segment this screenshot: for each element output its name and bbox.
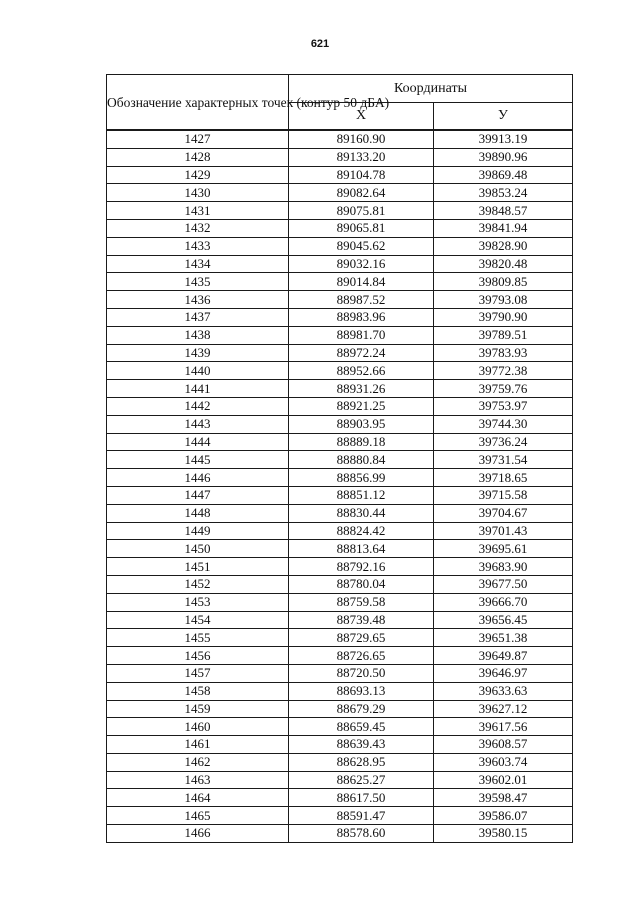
y-value-cell: 39649.87	[434, 647, 573, 665]
x-value-cell: 88617.50	[289, 789, 434, 807]
x-value-cell: 88726.65	[289, 647, 434, 665]
point-id-cell: 1457	[107, 664, 289, 682]
table-row	[107, 148, 573, 166]
y-value-cell: 39789.51	[434, 326, 573, 344]
table-row	[107, 415, 573, 433]
y-value-cell: 39793.08	[434, 291, 573, 309]
table-row	[107, 807, 573, 825]
x-value-cell: 89082.64	[289, 184, 434, 202]
x-value-cell: 88628.95	[289, 753, 434, 771]
point-id-cell: 1454	[107, 611, 289, 629]
y-value-cell: 39677.50	[434, 575, 573, 593]
x-value-cell: 88921.25	[289, 397, 434, 415]
point-id-cell: 1465	[107, 807, 289, 825]
table-row	[107, 522, 573, 540]
x-value-cell: 88889.18	[289, 433, 434, 451]
point-id-cell: 1443	[107, 415, 289, 433]
table-row	[107, 575, 573, 593]
table-row	[107, 326, 573, 344]
y-value-cell: 39731.54	[434, 451, 573, 469]
table-row	[107, 593, 573, 611]
x-value-cell: 88639.43	[289, 736, 434, 754]
y-value-cell: 39608.57	[434, 736, 573, 754]
x-value-cell: 88693.13	[289, 682, 434, 700]
point-id-cell: 1461	[107, 736, 289, 754]
table-row	[107, 700, 573, 718]
point-id-cell: 1429	[107, 166, 289, 184]
point-id-cell: 1439	[107, 344, 289, 362]
y-value-cell: 39828.90	[434, 237, 573, 255]
table-row	[107, 291, 573, 309]
x-value-cell: 89104.78	[289, 166, 434, 184]
y-value-cell: 39715.58	[434, 486, 573, 504]
point-id-cell: 1460	[107, 718, 289, 736]
table-row	[107, 504, 573, 522]
x-value-cell: 88739.48	[289, 611, 434, 629]
x-value-cell: 88931.26	[289, 380, 434, 398]
table-row	[107, 202, 573, 220]
x-value-cell: 88813.64	[289, 540, 434, 558]
y-value-cell: 39869.48	[434, 166, 573, 184]
x-value-cell: 88972.24	[289, 344, 434, 362]
y-value-cell: 39666.70	[434, 593, 573, 611]
y-value-cell: 39704.67	[434, 504, 573, 522]
table-row	[107, 130, 573, 148]
y-value-cell: 39701.43	[434, 522, 573, 540]
x-value-cell: 88880.84	[289, 451, 434, 469]
point-id-cell: 1428	[107, 148, 289, 166]
x-value-cell: 88720.50	[289, 664, 434, 682]
x-value-cell: 88659.45	[289, 718, 434, 736]
table-row	[107, 344, 573, 362]
table-row	[107, 753, 573, 771]
point-id-cell: 1436	[107, 291, 289, 309]
y-value-cell: 39853.24	[434, 184, 573, 202]
y-value-cell: 39695.61	[434, 540, 573, 558]
y-value-cell: 39753.97	[434, 397, 573, 415]
point-id-cell: 1464	[107, 789, 289, 807]
table-row	[107, 469, 573, 487]
table-row	[107, 611, 573, 629]
point-id-cell: 1434	[107, 255, 289, 273]
table-row	[107, 664, 573, 682]
table-header	[107, 75, 573, 131]
y-value-cell: 39586.07	[434, 807, 573, 825]
point-id-cell: 1466	[107, 825, 289, 843]
coordinates-table	[106, 74, 573, 843]
x-value-cell: 88824.42	[289, 522, 434, 540]
y-value-cell: 39809.85	[434, 273, 573, 291]
y-value-cell: 39656.45	[434, 611, 573, 629]
x-value-cell: 89133.20	[289, 148, 434, 166]
point-id-cell: 1453	[107, 593, 289, 611]
x-value-cell: 88856.99	[289, 469, 434, 487]
page-number: 621	[310, 38, 330, 50]
y-value-cell: 39651.38	[434, 629, 573, 647]
x-value-cell: 89160.90	[289, 130, 434, 148]
table-row	[107, 362, 573, 380]
point-id-cell: 1444	[107, 433, 289, 451]
y-value-cell: 39890.96	[434, 148, 573, 166]
point-id-cell: 1441	[107, 380, 289, 398]
point-id-cell: 1463	[107, 771, 289, 789]
x-value-cell: 88903.95	[289, 415, 434, 433]
x-value-cell: 88679.29	[289, 700, 434, 718]
table-row	[107, 789, 573, 807]
y-column-header: У	[434, 103, 573, 131]
point-id-cell: 1448	[107, 504, 289, 522]
y-value-cell: 39627.12	[434, 700, 573, 718]
y-value-cell: 39603.74	[434, 753, 573, 771]
coordinates-header: Координаты	[289, 75, 573, 103]
x-value-cell: 88981.70	[289, 326, 434, 344]
table-row	[107, 540, 573, 558]
x-value-cell: 88729.65	[289, 629, 434, 647]
point-id-cell: 1435	[107, 273, 289, 291]
y-value-cell: 39633.63	[434, 682, 573, 700]
x-value-cell: 88792.16	[289, 558, 434, 576]
x-column-header: X	[289, 103, 434, 131]
table-row	[107, 486, 573, 504]
table-row	[107, 736, 573, 754]
table-row	[107, 825, 573, 843]
x-value-cell: 88780.04	[289, 575, 434, 593]
table-row	[107, 255, 573, 273]
y-value-cell: 39598.47	[434, 789, 573, 807]
point-id-cell: 1451	[107, 558, 289, 576]
y-value-cell: 39759.76	[434, 380, 573, 398]
y-value-cell: 39772.38	[434, 362, 573, 380]
x-value-cell: 88578.60	[289, 825, 434, 843]
y-value-cell: 39820.48	[434, 255, 573, 273]
table-row	[107, 219, 573, 237]
point-id-cell: 1445	[107, 451, 289, 469]
table-row	[107, 380, 573, 398]
point-id-cell: 1433	[107, 237, 289, 255]
point-id-cell: 1432	[107, 219, 289, 237]
point-id-cell: 1430	[107, 184, 289, 202]
table-row	[107, 718, 573, 736]
table-row	[107, 433, 573, 451]
x-value-cell: 89075.81	[289, 202, 434, 220]
y-value-cell: 39848.57	[434, 202, 573, 220]
x-value-cell: 89065.81	[289, 219, 434, 237]
y-value-cell: 39580.15	[434, 825, 573, 843]
table-row	[107, 647, 573, 665]
x-value-cell: 88983.96	[289, 308, 434, 326]
y-value-cell: 39602.01	[434, 771, 573, 789]
table-row	[107, 308, 573, 326]
y-value-cell: 39617.56	[434, 718, 573, 736]
point-id-cell: 1450	[107, 540, 289, 558]
y-value-cell: 39718.65	[434, 469, 573, 487]
point-id-cell: 1437	[107, 308, 289, 326]
y-value-cell: 39683.90	[434, 558, 573, 576]
table-row	[107, 558, 573, 576]
x-value-cell: 88591.47	[289, 807, 434, 825]
point-id-cell: 1440	[107, 362, 289, 380]
x-value-cell: 89045.62	[289, 237, 434, 255]
point-id-cell: 1447	[107, 486, 289, 504]
x-value-cell: 89014.84	[289, 273, 434, 291]
table-row	[107, 397, 573, 415]
y-value-cell: 39736.24	[434, 433, 573, 451]
x-value-cell: 88625.27	[289, 771, 434, 789]
table-row	[107, 451, 573, 469]
point-label-header: Обозначение характерных точек (контур 50 дБА)	[107, 75, 289, 131]
x-value-cell: 88830.44	[289, 504, 434, 522]
point-id-cell: 1446	[107, 469, 289, 487]
y-value-cell: 39790.90	[434, 308, 573, 326]
point-id-cell: 1459	[107, 700, 289, 718]
table-row	[107, 166, 573, 184]
point-id-cell: 1427	[107, 130, 289, 148]
y-value-cell: 39783.93	[434, 344, 573, 362]
point-id-cell: 1458	[107, 682, 289, 700]
y-value-cell: 39841.94	[434, 219, 573, 237]
table-row	[107, 237, 573, 255]
point-id-cell: 1431	[107, 202, 289, 220]
x-value-cell: 88987.52	[289, 291, 434, 309]
x-value-cell: 88851.12	[289, 486, 434, 504]
point-id-cell: 1442	[107, 397, 289, 415]
table-row	[107, 682, 573, 700]
x-value-cell: 88952.66	[289, 362, 434, 380]
point-id-cell: 1452	[107, 575, 289, 593]
y-value-cell: 39646.97	[434, 664, 573, 682]
point-id-cell: 1455	[107, 629, 289, 647]
point-id-cell: 1456	[107, 647, 289, 665]
table-row	[107, 184, 573, 202]
y-value-cell: 39744.30	[434, 415, 573, 433]
table-row	[107, 273, 573, 291]
table-row	[107, 771, 573, 789]
x-value-cell: 89032.16	[289, 255, 434, 273]
point-id-cell: 1462	[107, 753, 289, 771]
x-value-cell: 88759.58	[289, 593, 434, 611]
table-body	[107, 130, 573, 842]
table-row	[107, 629, 573, 647]
point-id-cell: 1438	[107, 326, 289, 344]
point-id-cell: 1449	[107, 522, 289, 540]
y-value-cell: 39913.19	[434, 130, 573, 148]
